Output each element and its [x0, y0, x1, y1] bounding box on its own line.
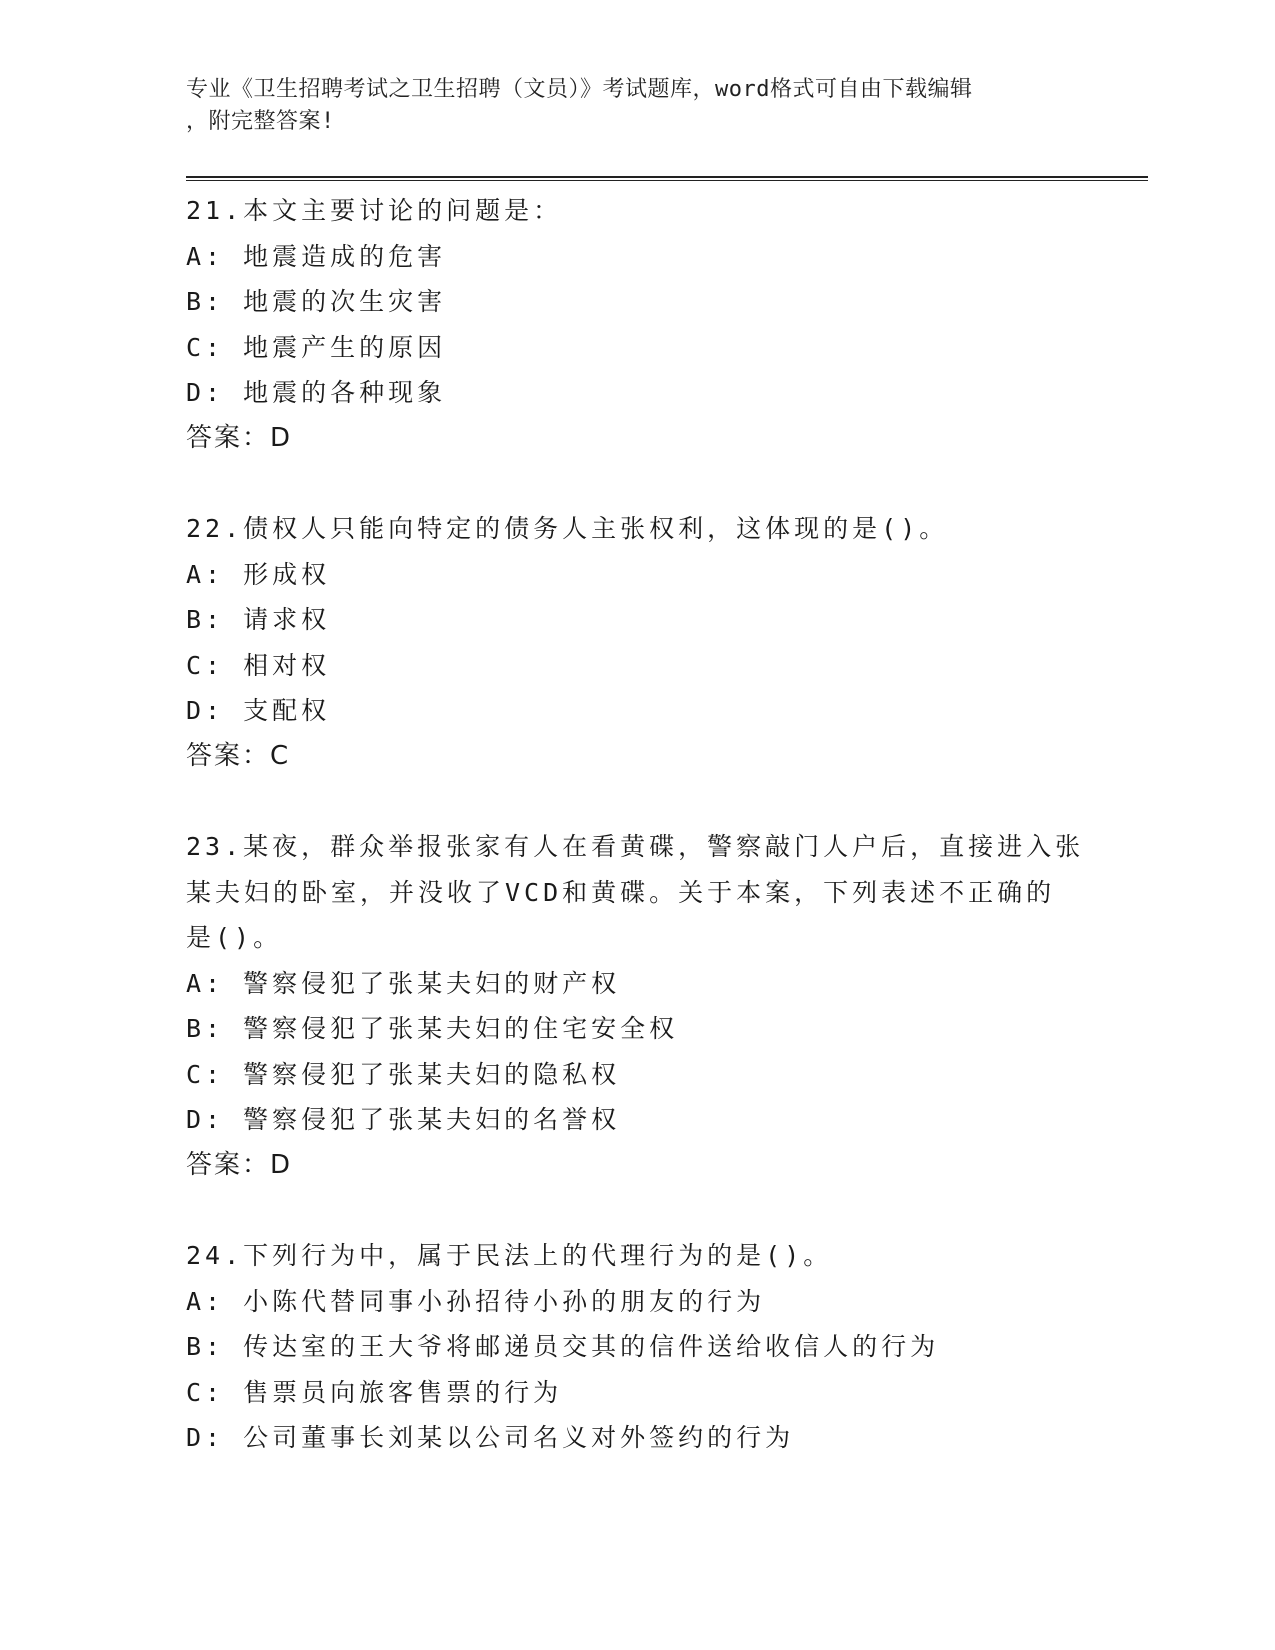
question-stem-line-3: 是()。: [186, 923, 283, 952]
option-a: A: 小陈代替同事小孙招待小孙的朋友的行为: [186, 1286, 766, 1316]
answer: 答案：C: [186, 740, 291, 771]
question-stem-line-2: 某夫妇的卧室，并没收了VCD和黄碟。关于本案，下列表述不正确的: [186, 877, 1056, 907]
question-22: [186, 506, 1086, 779]
option-a: A: 地震造成的危害: [186, 241, 447, 271]
answer: 答案：D: [186, 1149, 293, 1180]
question-stem: 22.债权人只能向特定的债务人主张权利，这体现的是()。: [186, 514, 949, 543]
question-24: [186, 1233, 1086, 1461]
option-b: B: 地震的次生灾害: [186, 287, 447, 316]
option-c: C: 地震产生的原因: [186, 332, 447, 362]
header-divider: [186, 176, 1148, 181]
option-d: D: 警察侵犯了张某夫妇的名誉权: [186, 1105, 621, 1134]
option-a: A: 形成权: [186, 559, 331, 589]
document-header: [186, 74, 1086, 138]
header-line-2: ，附完整答案!: [186, 109, 335, 134]
option-b: B: 警察侵犯了张某夫妇的住宅安全权: [186, 1014, 679, 1043]
question-list: [186, 188, 1086, 1461]
answer: 答案：D: [186, 422, 293, 453]
option-b: B: 请求权: [186, 605, 331, 634]
option-c: C: 相对权: [186, 650, 331, 680]
option-c: C: 警察侵犯了张某夫妇的隐私权: [186, 1059, 621, 1089]
option-d: D: 支配权: [186, 696, 331, 725]
option-c: C: 售票员向旅客售票的行为: [186, 1377, 563, 1407]
header-line-1: 专业《卫生招聘考试之卫生招聘（文员）》考试题库，word格式可自由下载编辑: [186, 77, 973, 102]
option-b: B: 传达室的王大爷将邮递员交其的信件送给收信人的行为: [186, 1332, 940, 1361]
question-stem: 24.下列行为中，属于民法上的代理行为的是()。: [186, 1241, 833, 1270]
option-d: D: 地震的各种现象: [186, 378, 447, 407]
question-stem-line-1: 23.某夜，群众举报张家有人在看黄碟，警察敲门人户后，直接进入张: [186, 832, 1085, 861]
question-21: [186, 188, 1086, 461]
option-d: D: 公司董事长刘某以公司名义对外签约的行为: [186, 1423, 795, 1452]
question-23: [186, 824, 1086, 1188]
option-a: A: 警察侵犯了张某夫妇的财产权: [186, 968, 621, 998]
question-stem: 21.本文主要讨论的问题是：: [186, 196, 563, 225]
